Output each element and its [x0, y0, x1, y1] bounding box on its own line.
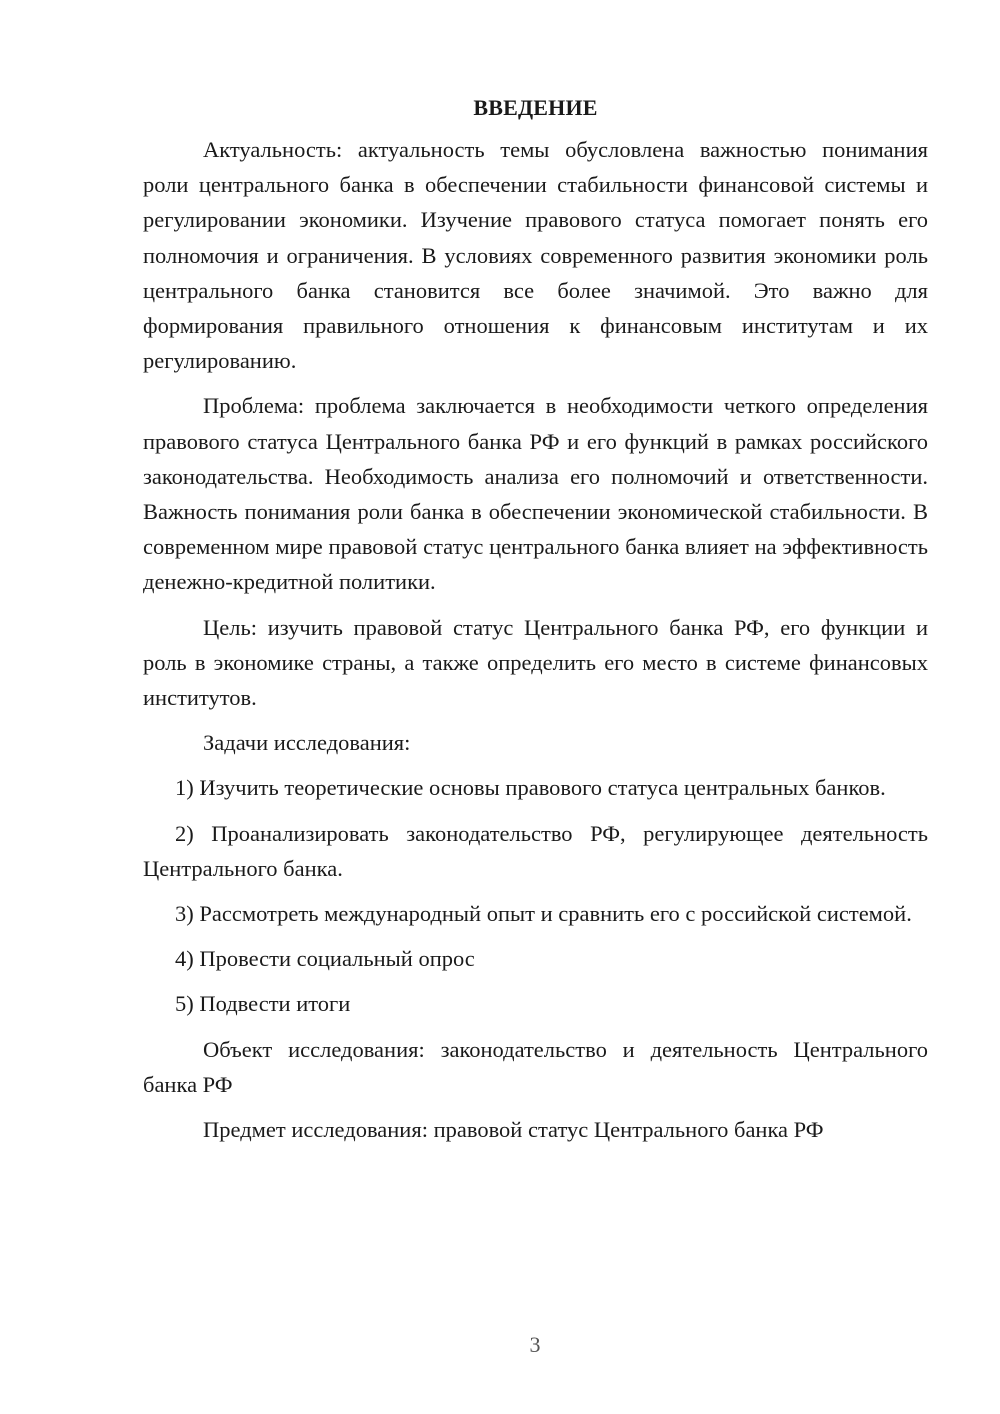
task-item-3: 3) Рассмотреть международный опыт и сравнить его с российской системой. — [175, 901, 912, 927]
task-item-2: 2) Проанализировать законодательство РФ, регулирующее деятельность Центрального банка. — [143, 820, 928, 881]
task-item-4: 4) Провести социальный опрос — [175, 946, 475, 972]
section-title: ВВЕДЕНИЕ — [473, 95, 598, 120]
page-number: 3 — [529, 1332, 541, 1357]
paragraph-tasks-heading: Задачи исследования: — [203, 730, 411, 756]
task-item-1: 1) Изучить теоретические основы правового статуса центральных банков. — [175, 775, 886, 801]
paragraph-relevance: Актуальность: актуальность темы обусловлена важностью понимания роли центрального банка в обеспечении стабильности финансовой системы и регулировании экономики. Изучение правового статуса помогает понять его полномочия и ограничения. В условиях современного развития экономики роль центрального банка становится все более значимой. Это важно для формирования правильного отношения к финансовым институтам и их регулированию. — [143, 137, 928, 374]
paragraph-subject: Предмет исследования: правовой статус Центрального банка РФ — [203, 1117, 824, 1143]
task-item-5: 5) Подвести итоги — [175, 991, 351, 1017]
paragraph-problem: Проблема: проблема заключается в необходимости четкого определения правового статуса Центрального банка РФ и его функций в рамках российского законодательства. Необходимость анализа его полномочий и ответственности. Важность понимания роли банка в обеспечении экономической стабильности. В современном мире правовой статус центрального банка влияет на эффективность денежно-кредитной политики. — [143, 393, 928, 595]
document-page — [143, 90, 928, 1147]
paragraph-goal: Цель: изучить правовой статус Центрального банка РФ, его функции и роль в экономике страны, а также определить его место в системе финансовых институтов. — [143, 614, 928, 711]
paragraph-object: Объект исследования: законодательство и деятельность Центрального банка РФ — [143, 1036, 928, 1097]
